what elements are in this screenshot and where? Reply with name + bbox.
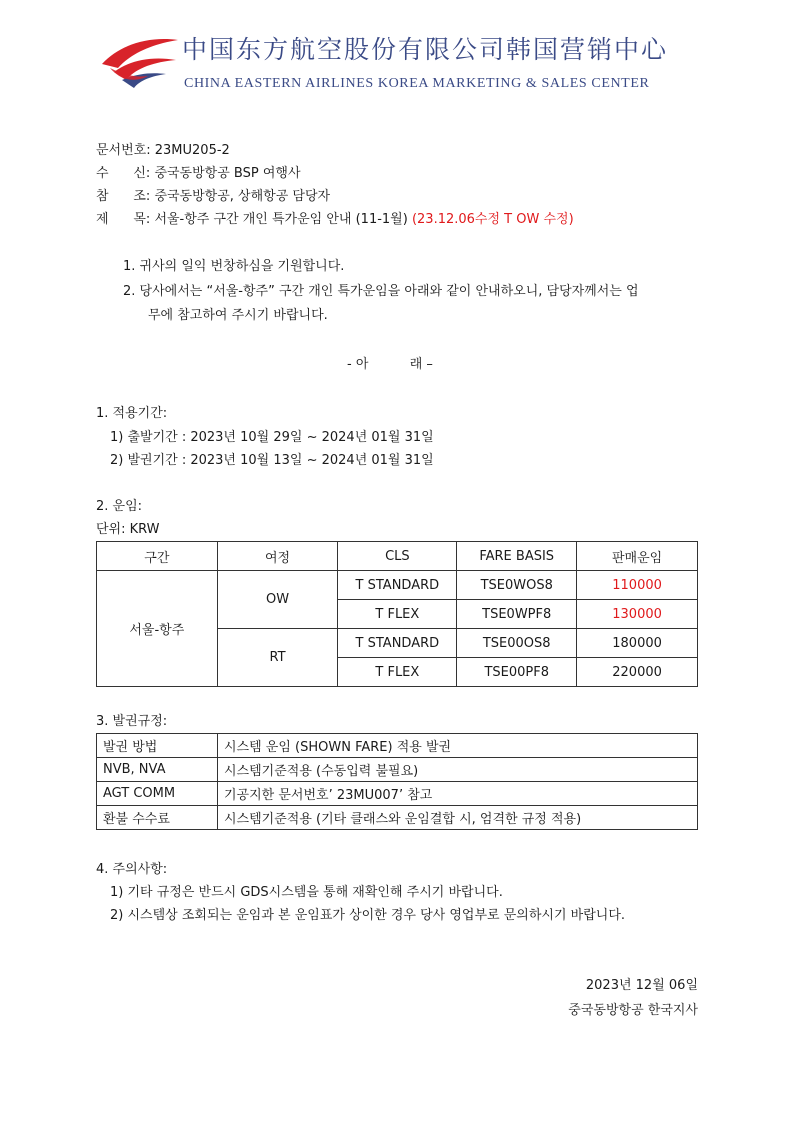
fare-table-header: [97, 542, 698, 571]
recipient-line: [96, 166, 301, 182]
table-row: [97, 734, 698, 758]
notice-1: 1) 기타 규정은 반드시 GDS시스템을 통해 재확인해 주시기 바랍니다.: [110, 885, 503, 900]
header-fare-basis: FARE BASIS: [457, 542, 577, 571]
class-cell: T FLEX: [338, 658, 457, 687]
ticketing-rules-table: [96, 733, 698, 830]
header-fare: 판매운임: [577, 542, 698, 571]
document-date: 2023년 12월 06일: [585, 978, 698, 993]
header-class: CLS: [338, 542, 457, 571]
divider-heading: - 아 래 –: [347, 357, 433, 372]
intro-paragraph-2-line-2: 무에 참고하여 주시기 바랍니다.: [148, 308, 328, 323]
cc-label: 참 조:: [96, 189, 151, 204]
section-2-title: 2. 운임:: [96, 499, 143, 514]
currency-unit: 단위: KRW: [96, 522, 160, 537]
doc-number-line: [96, 143, 230, 159]
section-4-title: 4. 주의사항:: [96, 862, 168, 877]
doc-number: 23MU205-2: [154, 143, 230, 158]
fare-table: [96, 541, 698, 687]
recipient-label: 수 신:: [96, 166, 151, 181]
fare-basis-cell: TSE00PF8: [457, 658, 577, 687]
rule-key: AGT COMM: [97, 782, 218, 806]
subject-line: [96, 212, 574, 228]
company-name-chinese: 中国东方航空股份有限公司韩国营销中心: [182, 35, 669, 64]
class-cell: T STANDARD: [338, 571, 457, 600]
rule-key: 환불 수수료: [97, 806, 218, 830]
issuer-signature: 중국동방항공 한국지사: [568, 1003, 698, 1018]
journey-rt-cell: RT: [217, 629, 338, 687]
journey-ow-cell: OW: [217, 571, 338, 629]
ticketing-period: 2) 발권기간 : 2023년 10월 13일 ~ 2024년 01월 31일: [110, 453, 434, 468]
doc-number-label: 문서번호:: [96, 143, 151, 158]
section-1-title: 1. 적용기간:: [96, 406, 168, 421]
route-cell: 서울-항주: [97, 571, 218, 687]
departure-period: 1) 출발기간 : 2023년 10월 29일 ~ 2024년 01월 31일: [110, 430, 434, 445]
subject-label: 제 목:: [96, 212, 151, 227]
fare-cell: 180000: [577, 629, 698, 658]
rule-value: 시스템기준적용 (기타 클래스와 운임결합 시, 엄격한 규정 적용): [218, 806, 698, 830]
table-row: [97, 758, 698, 782]
intro-paragraph-1: 1. 귀사의 일익 번창하심을 기원합니다.: [123, 259, 345, 274]
class-cell: T STANDARD: [338, 629, 457, 658]
fare-cell: 130000: [577, 600, 698, 629]
header-route: 구간: [97, 542, 218, 571]
fare-cell: 220000: [577, 658, 698, 687]
recipient: 중국동방항공 BSP 여행사: [154, 166, 301, 181]
fare-basis-cell: TSE0WPF8: [457, 600, 577, 629]
subject-revision-note: (23.12.06수정 T OW 수정): [411, 212, 574, 227]
table-row: [97, 782, 698, 806]
rule-value: 시스템 운임 (SHOWN FARE) 적용 발권: [218, 734, 698, 758]
section-3-title: 3. 발권규정:: [96, 714, 168, 729]
fare-basis-cell: TSE00OS8: [457, 629, 577, 658]
header-journey: 여정: [217, 542, 338, 571]
rule-value: 시스템기준적용 (수동입력 불필요): [218, 758, 698, 782]
class-cell: T FLEX: [338, 600, 457, 629]
rule-key: NVB, NVA: [97, 758, 218, 782]
company-name-english: CHINA EASTERN AIRLINES KOREA MARKETING & SALES CENTER: [184, 76, 650, 91]
subject: 서울-항주 구간 개인 특가운임 안내 (11-1월): [154, 212, 408, 227]
cc: 중국동방항공, 상해항공 담당자: [154, 189, 331, 204]
notice-2: 2) 시스템상 조회되는 운임과 본 운임표가 상이한 경우 당사 영업부로 문의하시기 바랍니다.: [110, 908, 626, 923]
swallow-logo-icon: [100, 34, 180, 90]
table-row: [97, 571, 698, 600]
intro-paragraph-2-line-1: 2. 당사에서는 “서울-항주” 구간 개인 특가운임을 아래와 같이 안내하오니, 담당자께서는 업: [123, 284, 639, 299]
cc-line: [96, 189, 330, 205]
rule-key: 발권 방법: [97, 734, 218, 758]
letterhead: [100, 30, 700, 100]
fare-cell: 110000: [577, 571, 698, 600]
table-row: [97, 806, 698, 830]
fare-basis-cell: TSE0WOS8: [457, 571, 577, 600]
rule-value: 기공지한 문서번호’ 23MU007’ 참고: [218, 782, 698, 806]
